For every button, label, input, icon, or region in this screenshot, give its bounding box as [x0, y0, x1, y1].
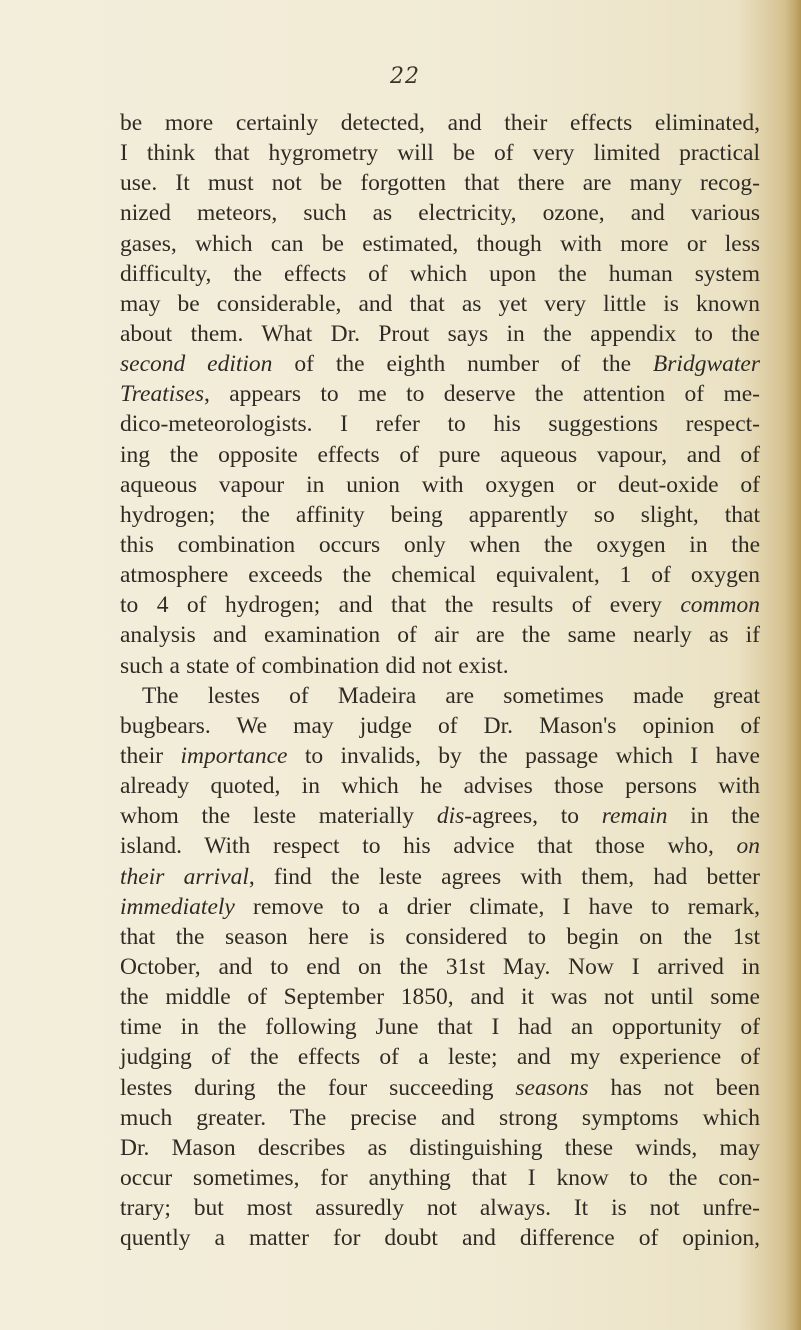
- italic-phrase: seasons: [515, 1074, 589, 1101]
- text-line: hydrogen; the affinity being apparently so slight, that: [120, 501, 760, 528]
- text-line: October, and to end on the 31st May. Now I arrived in: [120, 953, 760, 980]
- page-number: 22: [390, 64, 420, 89]
- text-run: , find the leste agrees with them, had better: [248, 863, 760, 890]
- text-run: lestes during the four succeeding: [120, 1074, 516, 1101]
- italic-phrase: immediately: [120, 893, 235, 920]
- text-line: bugbears. We may judge of Dr. Mason's opinion of: [120, 712, 760, 739]
- text-run: of the eighth number of the: [272, 351, 653, 378]
- text-run: in the: [667, 803, 760, 830]
- italic-phrase: common: [680, 592, 760, 619]
- text-line: this combination occurs only when the oxygen in the: [120, 531, 760, 558]
- body-text: [120, 108, 760, 1253]
- text-line: [120, 379, 760, 409]
- text-line: [120, 801, 760, 831]
- italic-phrase: dis: [436, 803, 465, 830]
- text-run: to 4 of hydrogen; and that the results of every: [120, 592, 681, 619]
- italic-phrase: their arrival: [120, 863, 249, 890]
- text-line: already quoted, in which he advises those persons with: [120, 773, 760, 800]
- text-line: [120, 741, 760, 771]
- text-run: -agrees, to: [464, 803, 602, 830]
- text-line: that the season here is considered to begin on the 1st: [120, 923, 760, 950]
- text-line: aqueous vapour in union with oxygen or deut-oxide of: [120, 471, 760, 498]
- italic-phrase: second edition: [120, 351, 273, 378]
- text-run: whom the leste materially: [120, 803, 437, 830]
- text-line: [120, 1073, 760, 1103]
- text-run: remove to a drier climate, I have to remark,: [234, 893, 760, 920]
- text-line: [120, 831, 760, 861]
- italic-phrase: remain: [601, 803, 668, 830]
- italic-phrase: Treatises: [120, 381, 205, 408]
- text-line: ing the opposite effects of pure aqueous vapour, and of: [120, 441, 760, 468]
- text-line: may be considerable, and that as yet very little is known: [120, 290, 760, 317]
- text-line: much greater. The precise and strong symptoms which: [120, 1104, 760, 1131]
- text-line: trary; but most assuredly not always. It is not unfre-: [120, 1195, 760, 1222]
- text-line: difficulty, the effects of which upon the human system: [120, 260, 760, 287]
- text-line: [120, 590, 760, 620]
- text-line: the middle of September 1850, and it was not until some: [120, 984, 760, 1011]
- text-line: dico-meteorologists. I refer to his suggestions respect-: [120, 411, 760, 438]
- text-line: about them. What Dr. Prout says in the appendix to the: [120, 320, 760, 347]
- text-line: [120, 892, 760, 922]
- text-line: nized meteors, such as electricity, ozone, and various: [120, 200, 760, 227]
- text-run: has not been: [588, 1074, 760, 1101]
- text-line: be more certainly detected, and their effects eliminated,: [120, 110, 760, 136]
- text-line: [120, 862, 760, 892]
- text-run: to invalids, by the passage which I have: [287, 742, 760, 769]
- italic-phrase: Bridgwater: [652, 351, 760, 378]
- page-edge-shadow: [785, 0, 801, 1330]
- text-line: analysis and examination of air are the same nearly as if: [120, 622, 760, 649]
- text-line: judging of the effects of a leste; and my experience of: [120, 1044, 760, 1071]
- text-line: occur sometimes, for anything that I know to the con-: [120, 1164, 760, 1191]
- text-line: gases, which can be estimated, though with more or less: [120, 230, 760, 257]
- text-run: their: [120, 742, 181, 769]
- italic-phrase: importance: [180, 742, 288, 769]
- text-run: island. With respect to his advice that those who,: [120, 833, 737, 860]
- text-line: atmosphere exceeds the chemical equivalent, 1 of oxygen: [120, 562, 760, 589]
- text-line: such a state of combination did not exist.: [120, 652, 509, 679]
- text-line: quently a matter for doubt and difference of opinion,: [120, 1225, 760, 1252]
- text-line: [120, 349, 760, 379]
- text-line: Dr. Mason describes as distinguishing these winds, may: [120, 1134, 760, 1161]
- text-line: I think that hygrometry will be of very limited practical: [120, 140, 760, 167]
- text-line: use. It must not be forgotten that there are many recog-: [120, 170, 760, 197]
- text-line: The lestes of Madeira are sometimes made great: [142, 682, 760, 709]
- italic-phrase: on: [736, 833, 760, 860]
- text-line: time in the following June that I had an opportunity of: [120, 1014, 760, 1041]
- text-run: , appears to me to deserve the attention of me-: [204, 381, 760, 408]
